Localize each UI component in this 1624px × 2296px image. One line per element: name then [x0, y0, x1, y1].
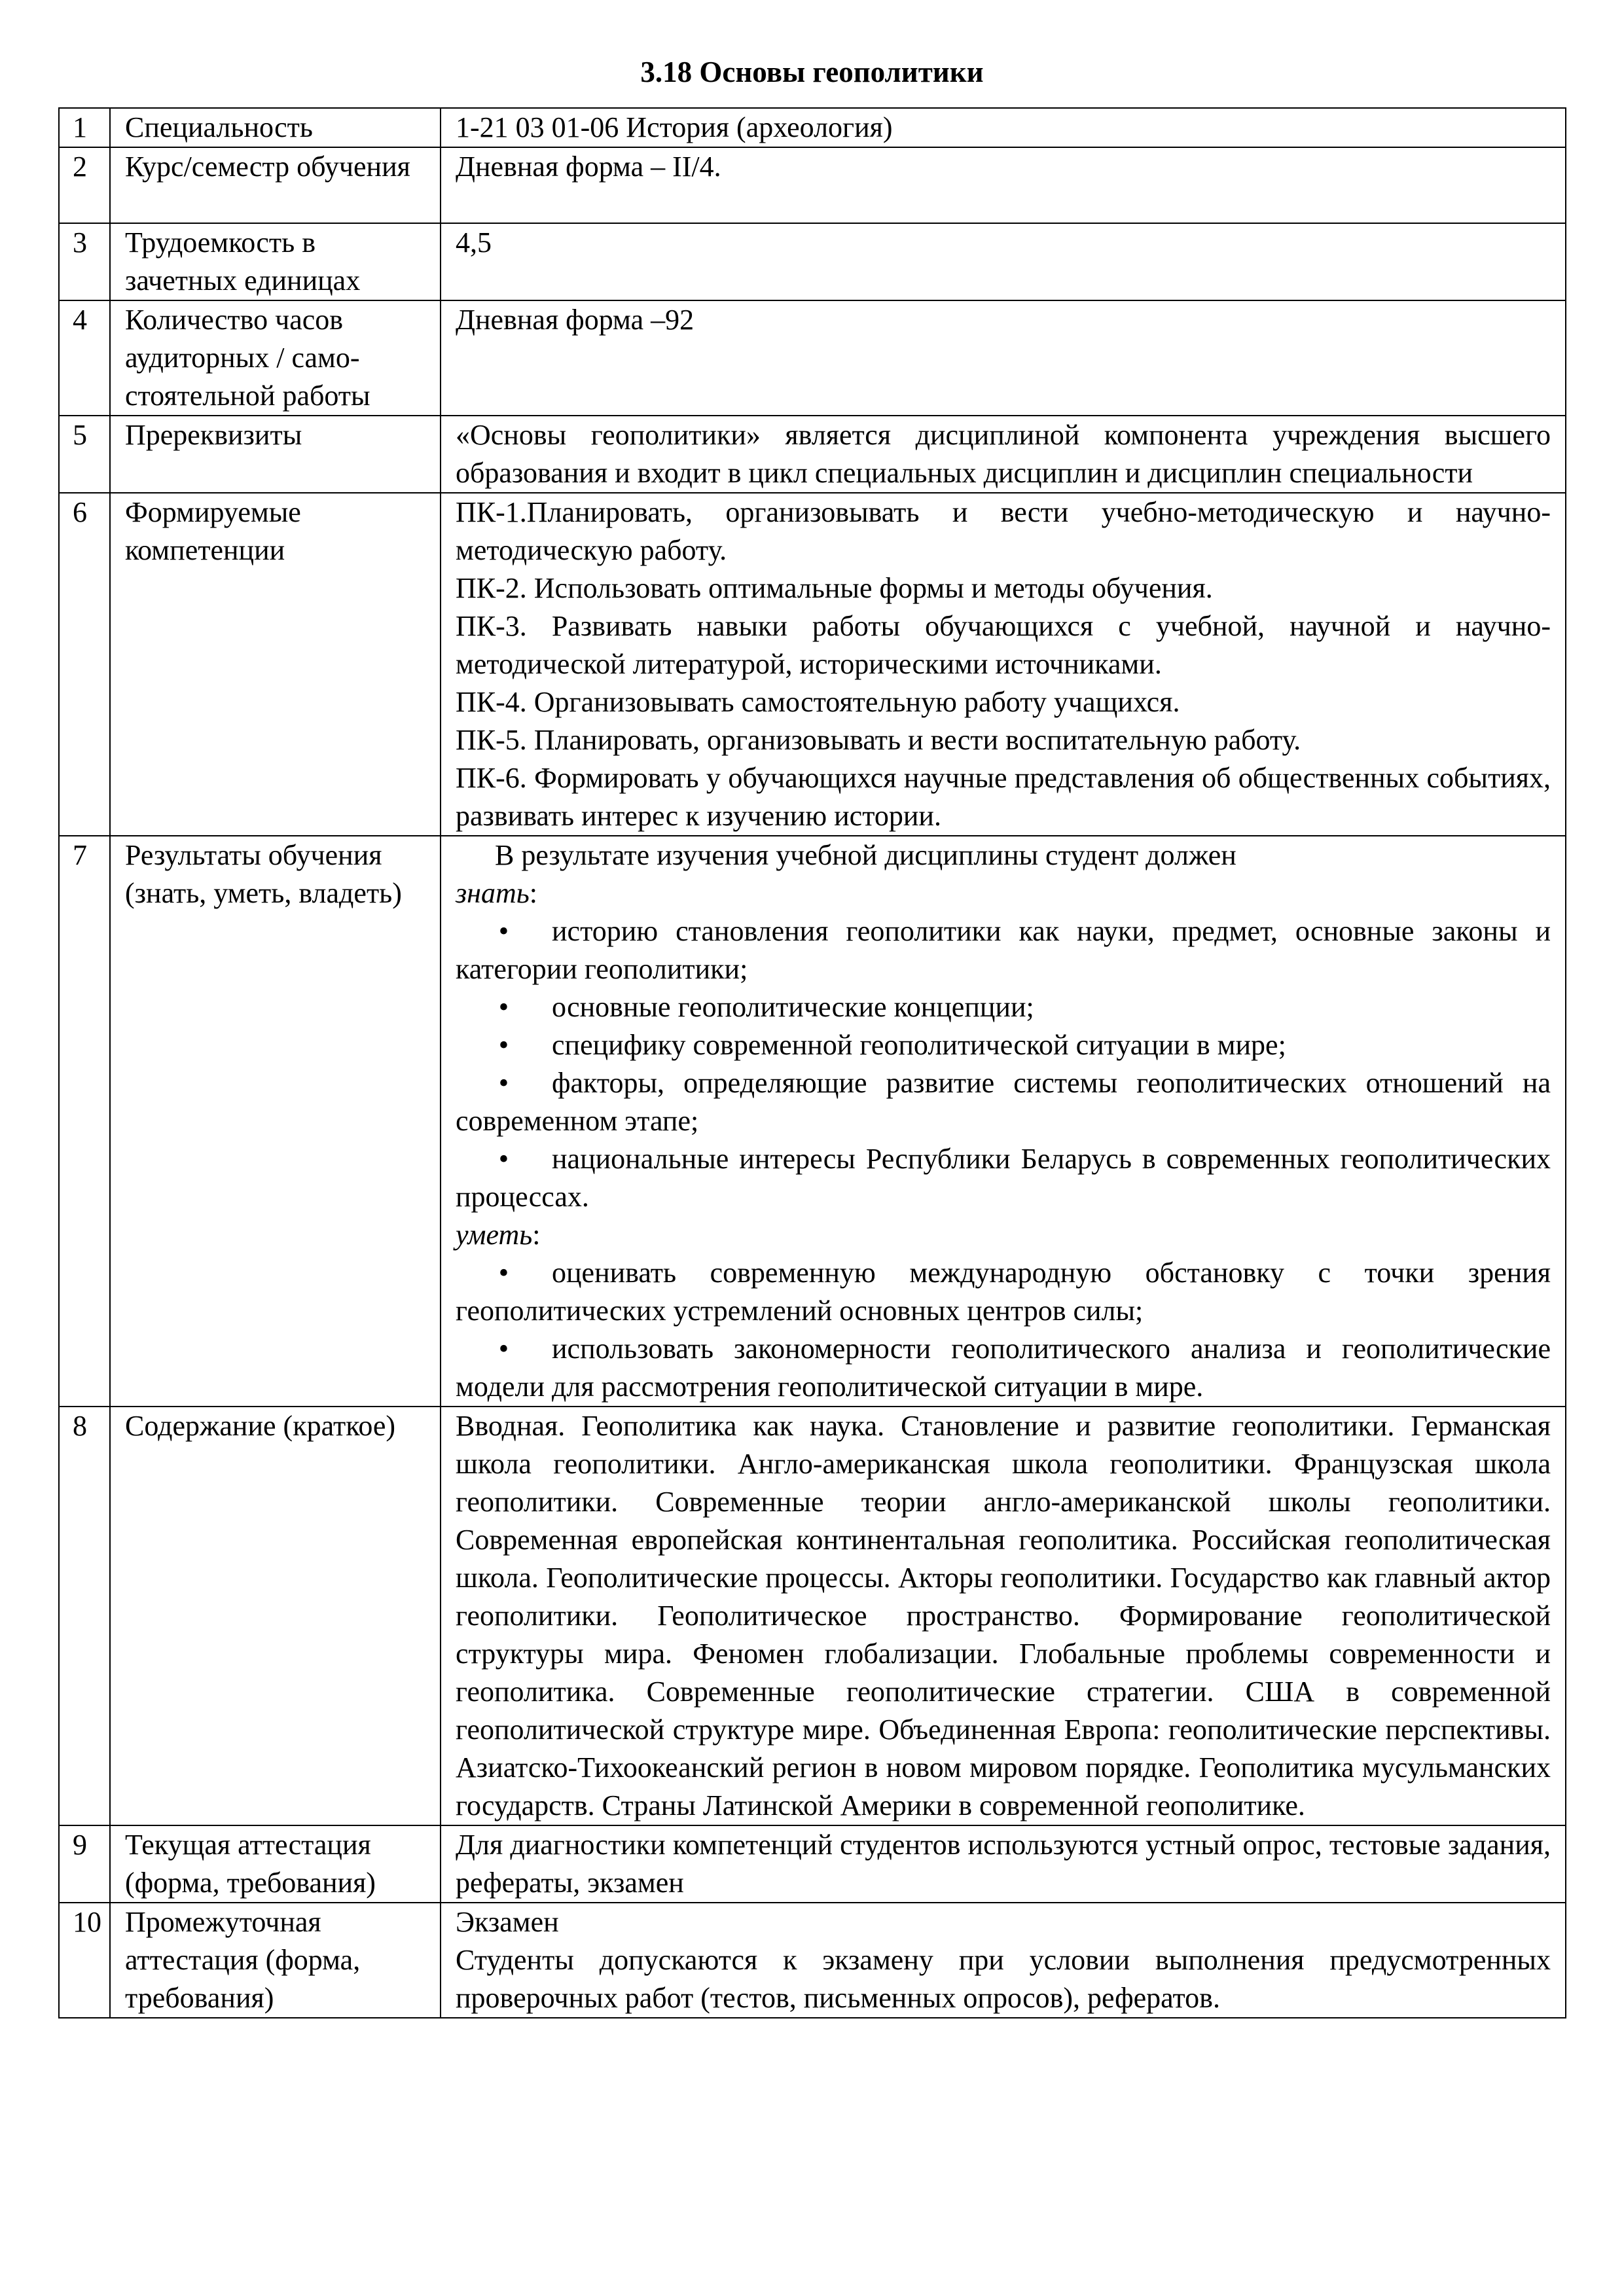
row-content: «Основы геополитики» является дисциплиной компонента учреждения высшего образования и входит в цикл специальных дисциплин и дисциплин специальности — [441, 416, 1566, 493]
row-label: Специальность — [110, 108, 441, 147]
bullet-icon: • — [498, 1143, 509, 1175]
exam-type: Экзамен — [456, 1906, 559, 1938]
table-row — [59, 416, 1566, 493]
know-heading: знать: — [456, 877, 538, 909]
results-intro: В результате изучения учебной дисциплины студент должен — [495, 839, 1236, 871]
competence-item: ПК-4. Организовывать самостоятельную работу учащихся. — [456, 686, 1180, 718]
row-content — [441, 493, 1566, 836]
row-number: 4 — [59, 300, 110, 416]
row-number: 10 — [59, 1903, 110, 2018]
row-number: 7 — [59, 836, 110, 1407]
bullet-item: • специфику современной геополитической ситуации в мире; — [456, 1026, 1551, 1064]
row-label: Результаты обучения (знать, уметь, владеть) — [110, 836, 441, 1407]
row-number: 3 — [59, 223, 110, 300]
bullet-icon: • — [498, 1333, 509, 1365]
can-heading: уметь: — [456, 1219, 541, 1251]
row-label: Формируемые компетенции — [110, 493, 441, 836]
bullet-item: • оценивать современную международную обстановку с точки зрения геополитических устремлений основных центров силы; — [456, 1254, 1551, 1330]
table-row — [59, 1407, 1566, 1825]
bullet-icon: • — [498, 915, 509, 947]
row-label: Пререквизиты — [110, 416, 441, 493]
document-title: 3.18 Основы геополитики — [640, 56, 984, 88]
row-number: 2 — [59, 147, 110, 223]
row-label: Текущая аттестация (форма, требования) — [110, 1825, 441, 1903]
table-row — [59, 300, 1566, 416]
table-row — [59, 223, 1566, 300]
table-row — [59, 1903, 1566, 2018]
row-label: Промежуточная аттестация (форма, требования) — [110, 1903, 441, 2018]
row-label: Трудоемкость в зачетных единицах — [110, 223, 441, 300]
row-number: 8 — [59, 1407, 110, 1825]
row-content: 4,5 — [441, 223, 1566, 300]
row-number: 5 — [59, 416, 110, 493]
row-content: Вводная. Геополитика как наука. Становление и развитие геополитики. Германская школа геополитики. Англо-американская школа геополитики. Французская школа геополитики. Современные теории англо-американской школы геополитики. Современная европейская континентальная геополитика. Российская геополитическая школа. Геополитические процессы. Акторы геополитики. Государство как главный актор геополитики. Геополитическое пространство. Формирование геополитической структуры мира. Феномен глобализации. Глобальные проблемы современности и геополитика. Современные геополитические стратегии. США в современной геополитической структуре мире. Объединенная Европа: геополитические перспективы. Азиатско-Тихоокеанский регион в новом мировом порядке. Геополитика мусульманских государств. Страны Латинской Америки в современной геополитике. — [441, 1407, 1566, 1825]
competence-item: ПК-5. Планировать, организовывать и вести воспитательную работу. — [456, 724, 1301, 756]
bullet-item: • историю становления геополитики как науки, предмет, основные законы и категории геополитики; — [456, 912, 1551, 988]
row-number: 1 — [59, 108, 110, 147]
row-number: 9 — [59, 1825, 110, 1903]
bullet-item: • использовать закономерности геополитического анализа и геополитические модели для рассмотрения геополитической ситуации в мире. — [456, 1330, 1551, 1406]
table-row — [59, 147, 1566, 223]
row-content: Дневная форма –92 — [441, 300, 1566, 416]
bullet-icon: • — [498, 991, 509, 1023]
competence-item: ПК-1.Планировать, организовывать и вести учебно-методическую и научно-методическую работу. — [456, 496, 1551, 566]
bullet-icon: • — [498, 1029, 509, 1061]
table-row — [59, 1825, 1566, 1903]
bullet-item: • основные геополитические концепции; — [456, 988, 1551, 1026]
row-label: Количество часов аудиторных / само-стоятельной работы — [110, 300, 441, 416]
syllabus-table — [58, 107, 1566, 2018]
table-row — [59, 836, 1566, 1407]
row-label: Содержание (краткое) — [110, 1407, 441, 1825]
table-row — [59, 493, 1566, 836]
row-content: Для диагностики компетенций студентов используются устный опрос, тестовые задания, рефераты, экзамен — [441, 1825, 1566, 1903]
row-content — [441, 836, 1566, 1407]
bullet-item: • факторы, определяющие развитие системы геополитических отношений на современном этапе; — [456, 1064, 1551, 1140]
row-label: Курс/семестр обучения — [110, 147, 441, 223]
competence-item: ПК-3. Развивать навыки работы обучающихся с учебной, научной и научно-методической литературой, историческими источниками. — [456, 610, 1551, 680]
row-content: Дневная форма – II/4. — [441, 147, 1566, 223]
table-row — [59, 108, 1566, 147]
competence-item: ПК-6. Формировать у обучающихся научные представления об общественных событиях, развивать интерес к изучению истории. — [456, 762, 1551, 832]
row-content — [441, 1903, 1566, 2018]
bullet-icon: • — [498, 1257, 509, 1289]
row-content: 1-21 03 01-06 История (археология) — [441, 108, 1566, 147]
exam-requirements: Студенты допускаются к экзамену при условии выполнения предусмотренных проверочных работ (тестов, письменных опросов), рефератов. — [456, 1944, 1551, 2014]
bullet-icon: • — [498, 1067, 509, 1099]
bullet-item: • национальные интересы Республики Беларусь в современных геополитических процессах. — [456, 1140, 1551, 1216]
competence-item: ПК-2. Использовать оптимальные формы и методы обучения. — [456, 572, 1213, 604]
row-number: 6 — [59, 493, 110, 836]
